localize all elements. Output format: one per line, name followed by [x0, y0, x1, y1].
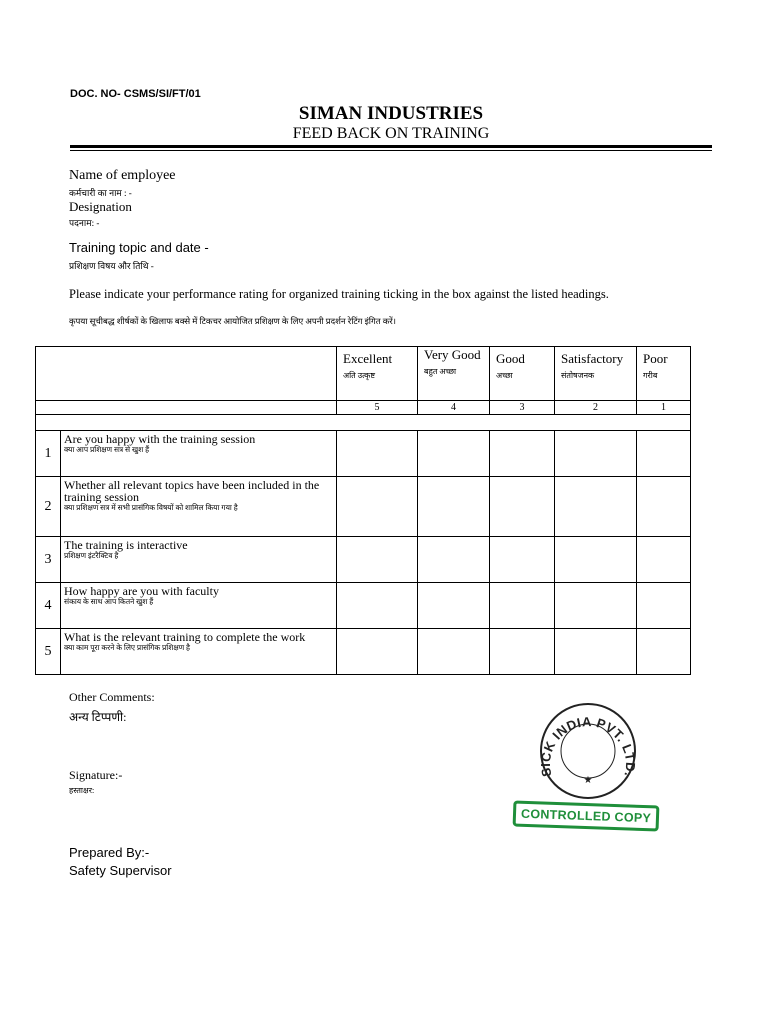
score-poor: 1	[637, 401, 691, 415]
col-satisfactory	[555, 347, 637, 401]
prepared-by-label: Prepared By:-	[69, 845, 150, 860]
question-cell	[61, 583, 337, 629]
rating-checkbox-satisfactory[interactable]	[555, 537, 637, 583]
rating-checkbox-excellent[interactable]	[337, 537, 418, 583]
col-very-good	[418, 347, 490, 401]
prepared-by-role: Safety Supervisor	[69, 863, 172, 878]
rating-checkbox-excellent[interactable]	[337, 583, 418, 629]
col-excellent	[337, 347, 418, 401]
company-name: SIMAN INDUSTRIES	[298, 103, 484, 124]
designation-label: Designation	[69, 199, 132, 214]
question-hindi: क्या प्रशिक्षण सत्र में सभी प्रासंगिक विषयों को शामिल किया गया है	[64, 503, 238, 512]
question-row-2	[36, 477, 691, 537]
col-hindi: संतोषजनक	[561, 371, 595, 380]
row-number: 1	[36, 431, 61, 477]
rating-checkbox-good[interactable]	[490, 583, 555, 629]
rating-checkbox-good[interactable]	[490, 537, 555, 583]
instructions-hindi: कृपया सूचीबद्ध शीर्षकों के खिलाफ बक्से में टिकचर आयोजित प्रशिक्षण के लिए अपनी प्रदर्शन रेटिंग इंगित करें।	[69, 316, 396, 326]
rating-checkbox-excellent[interactable]	[337, 629, 418, 675]
question-row-3	[36, 537, 691, 583]
signature-hindi: हस्ताक्षर:	[69, 786, 95, 795]
col-good	[490, 347, 555, 401]
col-hindi: गरीब	[643, 371, 658, 380]
score-excellent: 5	[337, 401, 418, 415]
col-label: Poor	[643, 351, 668, 366]
rating-checkbox-very-good[interactable]	[418, 477, 490, 537]
question-text: The training is interactive	[64, 538, 188, 552]
rating-header-row	[36, 347, 691, 401]
rating-checkbox-very-good[interactable]	[418, 629, 490, 675]
question-row-5	[36, 629, 691, 675]
seal-text: SICK INDIA PVT. LTD.	[538, 714, 638, 779]
question-text: Are you happy with the training session	[64, 432, 256, 446]
score-good: 3	[490, 401, 555, 415]
training-topic-label: Training topic and date -	[69, 240, 209, 255]
question-cell	[61, 431, 337, 477]
rating-checkbox-satisfactory[interactable]	[555, 583, 637, 629]
question-hindi: क्या काम पूरा करने के लिए प्रासंगिक प्रशिक्षण है	[64, 643, 190, 652]
other-comments-label: Other Comments:	[69, 690, 155, 704]
col-hindi: अच्छा	[496, 371, 513, 380]
star-icon: ★	[583, 775, 593, 786]
col-label: Satisfactory	[561, 351, 624, 366]
header-blank-cell	[36, 347, 337, 401]
score-blank-cell	[36, 401, 337, 415]
rating-checkbox-excellent[interactable]	[337, 431, 418, 477]
title-rule-thin	[70, 150, 712, 151]
designation-hindi: पदनाम: -	[69, 218, 100, 228]
row-number: 5	[36, 629, 61, 675]
rating-checkbox-poor[interactable]	[637, 477, 691, 537]
col-label: Good	[496, 351, 525, 366]
question-cell	[61, 477, 337, 537]
spacer-row	[36, 415, 691, 431]
employee-name-hindi: कर्मचारी का नाम : -	[69, 188, 132, 198]
col-hindi: बहुत अच्छा	[424, 367, 457, 376]
controlled-copy-stamp: CONTROLLED COPY	[513, 800, 660, 831]
title-rule-thick	[70, 145, 712, 148]
question-row-4	[36, 583, 691, 629]
signature-label: Signature:-	[69, 768, 123, 782]
question-text: Whether all relevant topics have been included in the training session	[64, 478, 320, 504]
col-label: Very Good	[424, 347, 481, 362]
col-label: Excellent	[343, 351, 393, 366]
rating-checkbox-poor[interactable]	[637, 583, 691, 629]
question-cell	[61, 629, 337, 675]
rating-checkbox-good[interactable]	[490, 477, 555, 537]
score-row	[36, 401, 691, 415]
question-text: What is the relevant training to complete the work	[64, 630, 306, 644]
employee-name-label: Name of employee	[69, 168, 176, 183]
svg-text:SICK INDIA PVT. LTD.	[538, 714, 638, 779]
rating-checkbox-satisfactory[interactable]	[555, 629, 637, 675]
rating-checkbox-very-good[interactable]	[418, 431, 490, 477]
question-row-1	[36, 431, 691, 477]
col-poor	[637, 347, 691, 401]
rating-checkbox-good[interactable]	[490, 431, 555, 477]
rating-checkbox-satisfactory[interactable]	[555, 431, 637, 477]
instructions-english: Please indicate your performance rating for organized training ticking in the box against the listed headings.	[69, 287, 609, 301]
rating-checkbox-satisfactory[interactable]	[555, 477, 637, 537]
rating-checkbox-good[interactable]	[490, 629, 555, 675]
question-hindi: संकाय के साथ आप कितने खुश हैं	[64, 597, 154, 606]
rating-checkbox-excellent[interactable]	[337, 477, 418, 537]
row-number: 2	[36, 477, 61, 537]
row-number: 3	[36, 537, 61, 583]
question-text: How happy are you with faculty	[64, 584, 219, 598]
col-hindi: अति उत्कृष्ट	[343, 371, 376, 380]
spacer-cell	[36, 415, 691, 431]
rating-checkbox-very-good[interactable]	[418, 583, 490, 629]
rating-checkbox-poor[interactable]	[637, 431, 691, 477]
rating-table	[35, 346, 691, 675]
other-comments-hindi: अन्य टिप्पणी:	[69, 710, 127, 724]
rating-checkbox-poor[interactable]	[637, 629, 691, 675]
question-hindi: क्या आप प्रशिक्षण सत्र से खुश हैं	[64, 445, 150, 454]
question-cell	[61, 537, 337, 583]
score-very-good: 4	[418, 401, 490, 415]
row-number: 4	[36, 583, 61, 629]
form-title: FEED BACK ON TRAINING	[292, 125, 490, 142]
company-seal	[538, 701, 638, 801]
question-hindi: प्रशिक्षण इंटरैक्टिव है	[64, 551, 119, 560]
rating-checkbox-poor[interactable]	[637, 537, 691, 583]
doc-number: DOC. NO- CSMS/SI/FT/01	[70, 88, 201, 100]
training-topic-hindi: प्रशिक्षण विषय और तिथि -	[69, 261, 154, 271]
score-satisfactory: 2	[555, 401, 637, 415]
rating-checkbox-very-good[interactable]	[418, 537, 490, 583]
